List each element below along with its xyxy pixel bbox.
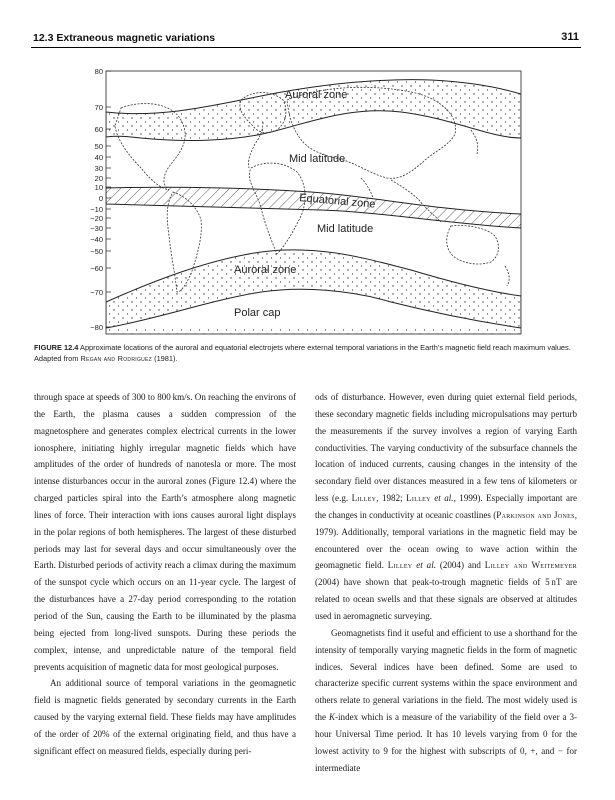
text-run: Geomagnetists find it useful and efficient to use a shorthand for the intensity of temporally varying magnetic fields in the form of magnetic indices. Several indices have been defined. Some are used to characterize specific current systems within the space environment and others relate to general variations in the field. The most widely used is the bbox=[315, 627, 577, 723]
figure-12-4 bbox=[31, 60, 581, 345]
y-tick-label: −50 bbox=[90, 247, 103, 256]
y-tick-label: 30 bbox=[94, 164, 103, 173]
text-run: , 1979). Additionally, temporal variations in the magnetic field may be encountered over the ocean owing to wave action within the geomagnetic field. bbox=[315, 509, 577, 571]
citation-etal: et al. bbox=[434, 493, 454, 504]
page-number: 311 bbox=[561, 31, 579, 43]
y-tick-label: −20 bbox=[90, 214, 103, 223]
label-polar-cap: Polar cap bbox=[234, 307, 281, 319]
citation: Lilley bbox=[406, 493, 431, 504]
y-tick-label: 60 bbox=[94, 125, 103, 134]
label-mid-latitude-south: Mid latitude bbox=[317, 223, 374, 235]
paragraph: through space at speeds of 300 to 800 km/s. On reaching the environs of the Earth, the plasma causes a sudden compression of the magnetosphere and generates complex electrical currents in the lower ionosphere, initiating highly irregular magnetic fields which have amplitudes of the order of hundreds of nanotesla or more. The most intense disturbances occur in the auroral zones (Figure 12.4) where the charged particles spiral into the Earth’s atmosphere along magnetic lines of force. Their interaction with ions causes auroral light displays in the polar regions of both hemispheres. The largest of these disturbed periods may last for several days and occur simultaneously over the Earth. Disturbed periods of activity reach a climax during the maximum of the sunspot cycle which occurs on an 11-year cycle. The largest of the disturbances have a 27-day period corresponding to the rotation period of the Sun, causing the Earth to be illuminated by the plasma being ejected from long-lived sunspots. During these periods the complex, intense, and unpredictable nature of the temporal field prevents acquisition of magnetic data for most geological purposes. bbox=[34, 392, 296, 672]
y-tick-label: 80 bbox=[94, 67, 103, 76]
text-run: -index which is a measure of the variability of the field over a 3-hour Universal Time period. It has 10 levels varying from 0 for the lowest activity to 9 for the highest with subscripts of 0, +, and − for intermediate bbox=[315, 712, 577, 773]
left-column bbox=[34, 389, 296, 760]
text-run: ods of disturbance. However, even during quiet external field periods, these secondary magnetic fields including micropulsations may perturb the measurements if the survey involves a region of varying Earth conductivities. The varying conductivity of the subsurface channels the location of induced currents, causing changes in the intensity of the secondary field over distances measured in a few tens of kilometers or less (e.g. bbox=[315, 392, 577, 504]
y-tick-labels bbox=[90, 67, 103, 332]
y-tick-label: −10 bbox=[90, 205, 103, 214]
label-equatorial-zone: Equatorial zone bbox=[298, 192, 376, 211]
running-header bbox=[31, 29, 581, 48]
right-column bbox=[315, 389, 577, 776]
caption-year: (1981). bbox=[154, 354, 178, 363]
text-run: (2004) have shown that peak-to-trough magnetic fields of 5 nT are related to ocean swells and that these signals are observed at altitudes used in aeromagnetic surveying. bbox=[315, 577, 577, 621]
citation: Parkinson and Jones bbox=[496, 509, 575, 520]
citation: Lilley bbox=[351, 493, 377, 504]
y-tick-label: −30 bbox=[90, 224, 103, 233]
section-title: 12.3 Extraneous magnetic variations bbox=[33, 32, 216, 44]
citation: Lilley bbox=[387, 560, 413, 571]
figure-caption bbox=[34, 342, 582, 364]
y-tick-label: −40 bbox=[90, 235, 103, 244]
label-auroral-zone-south: Auroral zone bbox=[234, 264, 297, 276]
paragraph bbox=[315, 389, 577, 625]
text-run: , 1999). Especially important are the changes in conductivity at oceanic coastlines ( bbox=[315, 493, 578, 520]
y-tick-label: −60 bbox=[90, 264, 103, 273]
label-auroral-zone-north: Auroral zone bbox=[285, 89, 348, 101]
citation-etal: et al. bbox=[416, 560, 436, 571]
y-tick-label: −70 bbox=[90, 288, 103, 297]
y-tick-label: 10 bbox=[94, 183, 103, 192]
citation: Lilley and Weitemeyer bbox=[484, 560, 577, 571]
text-run: , 1982; bbox=[376, 493, 403, 504]
electrojet-map bbox=[31, 60, 581, 345]
y-tick-label: 50 bbox=[94, 142, 103, 151]
paragraph: An additional source of temporal variations in the geomagnetic field is magnetic fields generated by secondary currents in the Earth caused by the varying external field. These fields may have amplitudes of the order of 20% of the external originating field, and thus have a significant effect on measured fields, especially during peri- bbox=[34, 678, 296, 756]
k-index-symbol: K bbox=[328, 712, 336, 723]
y-tick-label: 0 bbox=[98, 194, 103, 203]
y-tick-label: 70 bbox=[94, 103, 103, 112]
paragraph bbox=[315, 625, 577, 777]
caption-text: Approximate locations of the auroral and equatorial electrojets where external temporal variations in the Earth’s magnetic field reach maximum values. Adapted from bbox=[34, 343, 571, 363]
text-run: (2004) and bbox=[439, 560, 481, 571]
y-tick-label: 20 bbox=[94, 174, 103, 183]
y-tick-label: 40 bbox=[94, 153, 103, 162]
label-mid-latitude-north: Mid latitude bbox=[289, 153, 346, 165]
caption-label: FIGURE 12.4 bbox=[34, 343, 79, 352]
caption-authors: Regan and Rodriguez bbox=[80, 354, 153, 363]
y-tick-label: −80 bbox=[90, 323, 103, 332]
polar-cap-fill bbox=[106, 328, 521, 334]
